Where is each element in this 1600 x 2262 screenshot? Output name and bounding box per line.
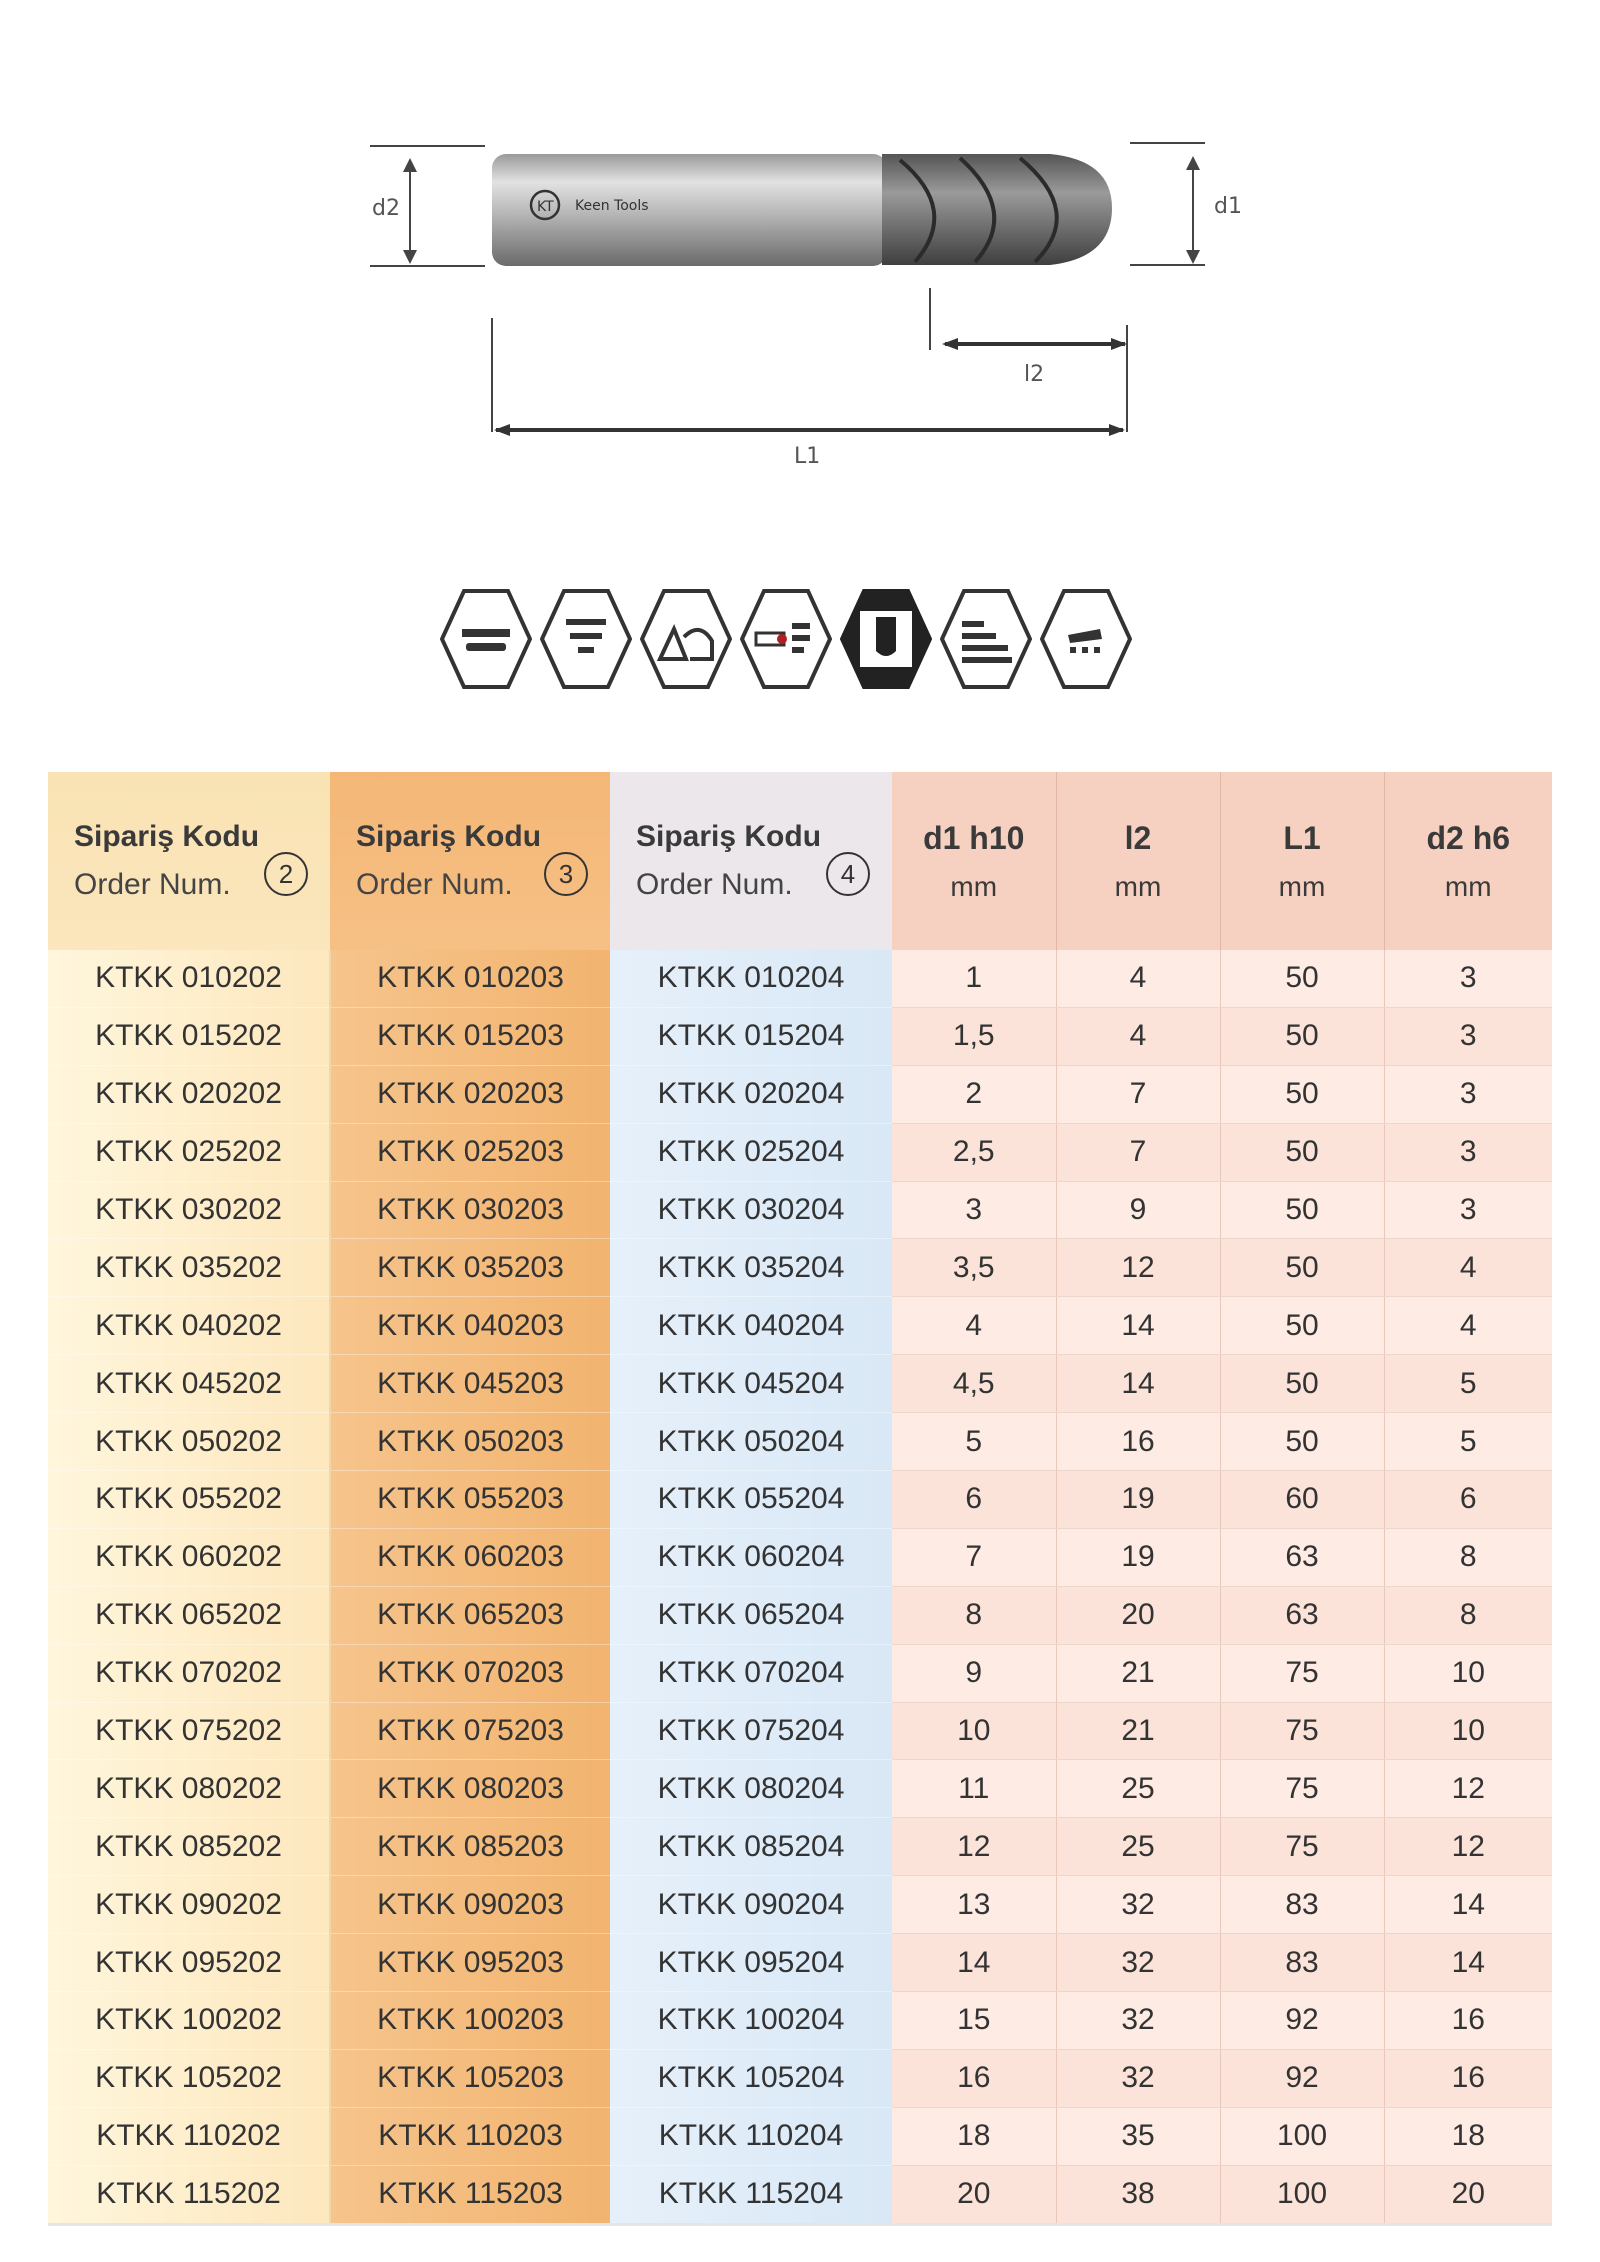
- order-num-3-cell: KTKK 080203: [330, 1760, 610, 1818]
- L1-cell: 75: [1220, 1702, 1384, 1760]
- order-num-4-cell: KTKK 020204: [610, 1065, 892, 1123]
- order-num-3-cell: KTKK 010203: [330, 950, 610, 1007]
- table-row: [48, 1644, 1552, 1702]
- cutting-icon: [740, 585, 832, 693]
- L1-cell: 50: [1220, 1413, 1384, 1471]
- order-num-2-cell: KTKK 065202: [48, 1586, 330, 1644]
- table-row: [48, 1297, 1552, 1355]
- order-num-2-cell: KTKK 095202: [48, 1934, 330, 1992]
- order-num-3-cell: KTKK 040203: [330, 1297, 610, 1355]
- header-order-num-2: Sipariş Kodu Order Num. 2: [48, 772, 330, 950]
- material-icon: [440, 585, 532, 693]
- header-order-num-4: Sipariş Kodu Order Num. 4: [610, 772, 892, 950]
- L1-cell: 50: [1220, 1239, 1384, 1297]
- order-num-2-cell: KTKK 100202: [48, 1992, 330, 2050]
- L1-cell: 50: [1220, 1181, 1384, 1239]
- d2-cell: 8: [1384, 1528, 1552, 1586]
- order-num-4-cell: KTKK 095204: [610, 1934, 892, 1992]
- table-row: [48, 1181, 1552, 1239]
- table-row: [48, 1355, 1552, 1413]
- l2-cell: 12: [1056, 1239, 1220, 1297]
- table-row: [48, 1876, 1552, 1934]
- l2-cell: 32: [1056, 1992, 1220, 2050]
- L1-cell: 50: [1220, 1355, 1384, 1413]
- table-row: [48, 1007, 1552, 1065]
- L1-cell: 75: [1220, 1818, 1384, 1876]
- d1-cell: 4: [892, 1297, 1056, 1355]
- l2-cell: 32: [1056, 1934, 1220, 1992]
- order-num-3-cell: KTKK 065203: [330, 1586, 610, 1644]
- table-row: [48, 1818, 1552, 1876]
- d2-cell: 12: [1384, 1818, 1552, 1876]
- table-row: [48, 1528, 1552, 1586]
- order-num-4-cell: KTKK 010204: [610, 950, 892, 1007]
- l2-cell: 19: [1056, 1471, 1220, 1529]
- order-num-2-cell: KTKK 090202: [48, 1876, 330, 1934]
- l2-cell: 14: [1056, 1355, 1220, 1413]
- d2-cell: 3: [1384, 950, 1552, 1007]
- order-num-2-cell: KTKK 070202: [48, 1644, 330, 1702]
- order-num-4-cell: KTKK 080204: [610, 1760, 892, 1818]
- order-num-2-cell: KTKK 020202: [48, 1065, 330, 1123]
- L1-cell: 100: [1220, 2107, 1384, 2165]
- order-num-2-cell: KTKK 080202: [48, 1760, 330, 1818]
- order-num-3-cell: KTKK 070203: [330, 1644, 610, 1702]
- order-num-2-cell: KTKK 115202: [48, 2165, 330, 2224]
- order-num-2-cell: KTKK 015202: [48, 1007, 330, 1065]
- d1-cell: 1,5: [892, 1007, 1056, 1065]
- order-num-3-cell: KTKK 060203: [330, 1528, 610, 1586]
- d2-cell: 5: [1384, 1355, 1552, 1413]
- l2-cell: 4: [1056, 1007, 1220, 1065]
- order-num-2-cell: KTKK 105202: [48, 2049, 330, 2107]
- d2-cell: 20: [1384, 2165, 1552, 2224]
- table-row: [48, 1934, 1552, 1992]
- l2-cell: 19: [1056, 1528, 1220, 1586]
- table-row: [48, 1065, 1552, 1123]
- order-num-4-cell: KTKK 040204: [610, 1297, 892, 1355]
- d2-cell: 3: [1384, 1065, 1552, 1123]
- l2-cell: 21: [1056, 1702, 1220, 1760]
- order-num-3-cell: KTKK 090203: [330, 1876, 610, 1934]
- order-num-4-cell: KTKK 100204: [610, 1992, 892, 2050]
- d2-cell: 6: [1384, 1471, 1552, 1529]
- L1-cell: 50: [1220, 1123, 1384, 1181]
- d1-cell: 3: [892, 1181, 1056, 1239]
- l2-cell: 20: [1056, 1586, 1220, 1644]
- table-row: [48, 950, 1552, 1007]
- d2-cell: 16: [1384, 2049, 1552, 2107]
- d1-cell: 3,5: [892, 1239, 1056, 1297]
- L1-cell: 83: [1220, 1934, 1384, 1992]
- d1-cell: 16: [892, 2049, 1056, 2107]
- table-row: [48, 1123, 1552, 1181]
- svg-text:KT: KT: [537, 199, 554, 215]
- product-table: [48, 772, 1552, 2226]
- L1-cell: 63: [1220, 1586, 1384, 1644]
- l2-cell: 25: [1056, 1760, 1220, 1818]
- d2-cell: 12: [1384, 1760, 1552, 1818]
- order-num-4-cell: KTKK 075204: [610, 1702, 892, 1760]
- table-row: [48, 1239, 1552, 1297]
- order-num-3-cell: KTKK 100203: [330, 1992, 610, 2050]
- d1-cell: 4,5: [892, 1355, 1056, 1413]
- L1-cell: 50: [1220, 1007, 1384, 1065]
- order-num-4-cell: KTKK 060204: [610, 1528, 892, 1586]
- L1-cell: 92: [1220, 2049, 1384, 2107]
- layers-icon: [940, 585, 1032, 693]
- d1-cell: 5: [892, 1413, 1056, 1471]
- d1-cell: 20: [892, 2165, 1056, 2224]
- order-num-2-cell: KTKK 040202: [48, 1297, 330, 1355]
- d2-cell: 5: [1384, 1413, 1552, 1471]
- order-num-4-cell: KTKK 110204: [610, 2107, 892, 2165]
- order-num-3-cell: KTKK 045203: [330, 1355, 610, 1413]
- badge-2: 2: [264, 852, 308, 896]
- order-num-4-cell: KTKK 025204: [610, 1123, 892, 1181]
- d1-cell: 11: [892, 1760, 1056, 1818]
- d2-cell: 3: [1384, 1181, 1552, 1239]
- d1-cell: 9: [892, 1644, 1056, 1702]
- d1-label: d1: [1214, 194, 1242, 219]
- order-num-2-cell: KTKK 025202: [48, 1123, 330, 1181]
- order-num-3-cell: KTKK 055203: [330, 1471, 610, 1529]
- order-num-3-cell: KTKK 020203: [330, 1065, 610, 1123]
- order-num-4-cell: KTKK 115204: [610, 2165, 892, 2224]
- l2-cell: 4: [1056, 950, 1220, 1007]
- d2-cell: 3: [1384, 1123, 1552, 1181]
- d1-cell: 1: [892, 950, 1056, 1007]
- l2-cell: 14: [1056, 1297, 1220, 1355]
- end-mill-illustration: [0, 0, 1600, 520]
- l2-cell: 25: [1056, 1818, 1220, 1876]
- d2-cell: 16: [1384, 1992, 1552, 2050]
- flute-icon: [840, 585, 932, 693]
- order-num-2-cell: KTKK 035202: [48, 1239, 330, 1297]
- l2-cell: 21: [1056, 1644, 1220, 1702]
- table-header-row: [48, 772, 1552, 950]
- d1-cell: 14: [892, 1934, 1056, 1992]
- order-num-3-cell: KTKK 085203: [330, 1818, 610, 1876]
- L1-cell: 50: [1220, 950, 1384, 1007]
- d1-cell: 2: [892, 1065, 1056, 1123]
- L1-cell: 75: [1220, 1644, 1384, 1702]
- d1-cell: 18: [892, 2107, 1056, 2165]
- d1-cell: 13: [892, 1876, 1056, 1934]
- order-num-4-cell: KTKK 055204: [610, 1471, 892, 1529]
- order-num-4-cell: KTKK 090204: [610, 1876, 892, 1934]
- d1-cell: 10: [892, 1702, 1056, 1760]
- d1-cell: 6: [892, 1471, 1056, 1529]
- header-d1: d1 h10 mm: [892, 772, 1056, 950]
- l2-cell: 32: [1056, 2049, 1220, 2107]
- order-num-3-cell: KTKK 095203: [330, 1934, 610, 1992]
- order-num-3-cell: KTKK 035203: [330, 1239, 610, 1297]
- order-num-4-cell: KTKK 085204: [610, 1818, 892, 1876]
- L1-cell: 75: [1220, 1760, 1384, 1818]
- d2-cell: 3: [1384, 1007, 1552, 1065]
- d2-cell: 14: [1384, 1876, 1552, 1934]
- L1-cell: 50: [1220, 1065, 1384, 1123]
- d1-cell: 12: [892, 1818, 1056, 1876]
- order-num-2-cell: KTKK 085202: [48, 1818, 330, 1876]
- l2-cell: 32: [1056, 1876, 1220, 1934]
- d2-cell: 8: [1384, 1586, 1552, 1644]
- d1-cell: 2,5: [892, 1123, 1056, 1181]
- d2-cell: 10: [1384, 1702, 1552, 1760]
- geometry-icon: [640, 585, 732, 693]
- table-row: [48, 1413, 1552, 1471]
- table-row: [48, 1992, 1552, 2050]
- L1-cell: 60: [1220, 1471, 1384, 1529]
- order-num-4-cell: KTKK 015204: [610, 1007, 892, 1065]
- l2-label: l2: [1024, 362, 1045, 387]
- table-row: [48, 1586, 1552, 1644]
- l2-cell: 7: [1056, 1123, 1220, 1181]
- header-l2: l2 mm: [1056, 772, 1220, 950]
- order-num-3-cell: KTKK 015203: [330, 1007, 610, 1065]
- product-table-wrapper: [48, 772, 1552, 2226]
- order-num-2-cell: KTKK 075202: [48, 1702, 330, 1760]
- L1-cell: 92: [1220, 1992, 1384, 2050]
- l2-cell: 38: [1056, 2165, 1220, 2224]
- order-num-4-cell: KTKK 030204: [610, 1181, 892, 1239]
- table-row: [48, 2049, 1552, 2107]
- d2-cell: 4: [1384, 1297, 1552, 1355]
- order-num-3-cell: KTKK 115203: [330, 2165, 610, 2224]
- order-num-2-cell: KTKK 055202: [48, 1471, 330, 1529]
- L1-label: L1: [794, 444, 821, 469]
- order-num-3-cell: KTKK 030203: [330, 1181, 610, 1239]
- L1-cell: 100: [1220, 2165, 1384, 2224]
- badge-4: 4: [826, 852, 870, 896]
- order-num-2-cell: KTKK 110202: [48, 2107, 330, 2165]
- order-num-4-cell: KTKK 050204: [610, 1413, 892, 1471]
- header-L1: L1 mm: [1220, 772, 1384, 950]
- order-num-3-cell: KTKK 050203: [330, 1413, 610, 1471]
- l2-cell: 9: [1056, 1181, 1220, 1239]
- L1-cell: 50: [1220, 1297, 1384, 1355]
- table-row: [48, 2165, 1552, 2224]
- order-num-2-cell: KTKK 060202: [48, 1528, 330, 1586]
- l2-cell: 7: [1056, 1065, 1220, 1123]
- order-num-4-cell: KTKK 065204: [610, 1586, 892, 1644]
- d2-cell: 4: [1384, 1239, 1552, 1297]
- application-icon: [1040, 585, 1132, 693]
- table-row: [48, 1702, 1552, 1760]
- order-num-4-cell: KTKK 070204: [610, 1644, 892, 1702]
- property-icons: [440, 585, 1160, 695]
- d2-label: d2: [372, 196, 400, 221]
- d1-cell: 8: [892, 1586, 1056, 1644]
- order-num-2-cell: KTKK 045202: [48, 1355, 330, 1413]
- d1-cell: 7: [892, 1528, 1056, 1586]
- order-num-4-cell: KTKK 035204: [610, 1239, 892, 1297]
- table-row: [48, 2107, 1552, 2165]
- d2-cell: 14: [1384, 1934, 1552, 1992]
- order-num-3-cell: KTKK 110203: [330, 2107, 610, 2165]
- table-body: [48, 950, 1552, 2224]
- badge-3: 3: [544, 852, 588, 896]
- svg-text:Keen Tools: Keen Tools: [575, 198, 649, 214]
- L1-cell: 63: [1220, 1528, 1384, 1586]
- table-row: [48, 1471, 1552, 1529]
- tool-drawing: [0, 0, 1600, 520]
- order-num-3-cell: KTKK 105203: [330, 2049, 610, 2107]
- L1-cell: 83: [1220, 1876, 1384, 1934]
- l2-cell: 35: [1056, 2107, 1220, 2165]
- header-order-num-3: Sipariş Kodu Order Num. 3: [330, 772, 610, 950]
- d2-cell: 10: [1384, 1644, 1552, 1702]
- order-num-4-cell: KTKK 045204: [610, 1355, 892, 1413]
- d1-cell: 15: [892, 1992, 1056, 2050]
- table-row: [48, 1760, 1552, 1818]
- order-num-2-cell: KTKK 030202: [48, 1181, 330, 1239]
- d2-cell: 18: [1384, 2107, 1552, 2165]
- order-num-3-cell: KTKK 025203: [330, 1123, 610, 1181]
- order-num-2-cell: KTKK 010202: [48, 950, 330, 1007]
- coating-icon: [540, 585, 632, 693]
- l2-cell: 16: [1056, 1413, 1220, 1471]
- order-num-3-cell: KTKK 075203: [330, 1702, 610, 1760]
- order-num-4-cell: KTKK 105204: [610, 2049, 892, 2107]
- order-num-2-cell: KTKK 050202: [48, 1413, 330, 1471]
- header-d2: d2 h6 mm: [1384, 772, 1552, 950]
